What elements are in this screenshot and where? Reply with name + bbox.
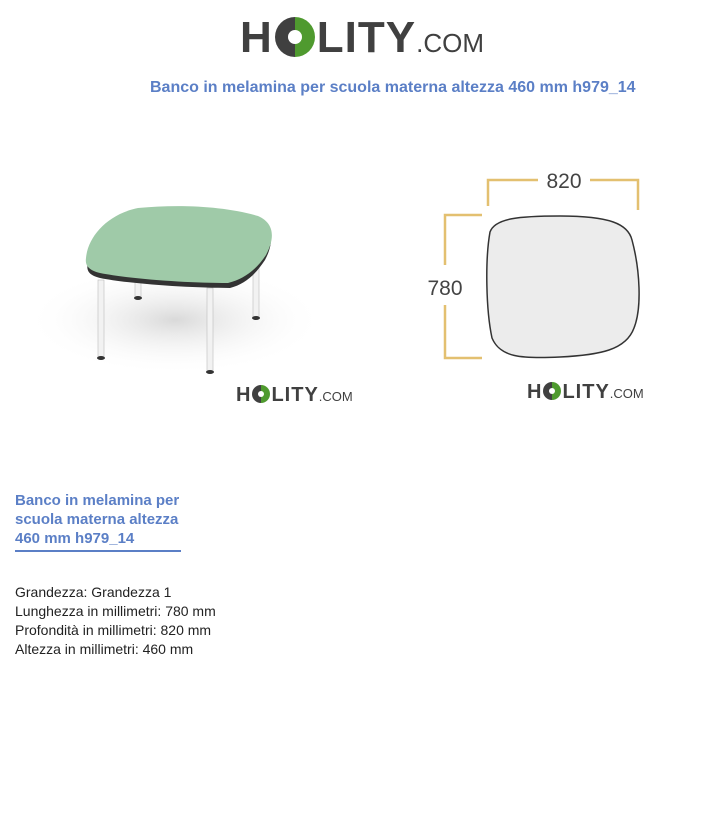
- logo-text-lity: LITY: [316, 13, 417, 62]
- width-dimension-line: [590, 180, 638, 210]
- product-title: Banco in melamina per scuola materna altezza 460 mm h979_14: [15, 491, 181, 552]
- table-outline: [487, 216, 639, 358]
- spec-label: Profondità in millimetri: [15, 622, 153, 638]
- width-label: 820: [546, 170, 582, 193]
- holity-logo-small: [527, 380, 644, 403]
- logo-text-com: .COM: [318, 389, 353, 404]
- product-photo: [30, 180, 350, 380]
- table-leg: [207, 288, 213, 372]
- logo-text-h: H: [527, 381, 543, 403]
- spec-row-grandezza: Grandezza: Grandezza 1: [15, 584, 172, 600]
- spec-row-altezza: Altezza in millimetri: 460 mm: [15, 641, 194, 657]
- logo-text-com: .COM: [609, 386, 644, 401]
- leg-foot: [97, 356, 105, 360]
- width-dimension-line: [488, 180, 538, 206]
- logo-text-h: H: [236, 384, 252, 406]
- spec-value: 780 mm: [165, 603, 216, 619]
- spec-label: Altezza in millimetri: [15, 641, 135, 657]
- spec-value: Grandezza 1: [91, 584, 172, 600]
- leg-foot: [252, 316, 260, 320]
- holity-logo[interactable]: [240, 12, 484, 62]
- holity-logo-small: [236, 383, 353, 406]
- spec-label: Grandezza: [15, 584, 84, 600]
- logo-text-com: .COM: [416, 28, 484, 58]
- table-leg: [98, 280, 104, 358]
- product-specs: [15, 583, 216, 659]
- logo-o-icon: [543, 382, 561, 400]
- tabletop: [86, 206, 272, 283]
- depth-dimension-line: [445, 215, 482, 265]
- logo-o-icon: [252, 385, 270, 403]
- spec-value: 820 mm: [160, 622, 212, 638]
- logo-o-icon: [275, 17, 315, 57]
- dimension-drawing: [410, 160, 660, 370]
- depth-label: 780: [427, 277, 463, 300]
- spec-row-lunghezza: Lunghezza in millimetri: 780 mm: [15, 603, 216, 619]
- spec-row-profondita: Profondità in millimetri: 820 mm: [15, 622, 212, 638]
- logo-text-lity: LITY: [562, 381, 610, 403]
- logo-text-lity: LITY: [271, 384, 319, 406]
- spec-label: Lunghezza in millimetri: [15, 603, 158, 619]
- spec-value: 460 mm: [142, 641, 194, 657]
- leg-foot: [134, 296, 142, 300]
- logo-text-h: H: [240, 13, 273, 62]
- depth-dimension-line: [445, 305, 482, 358]
- leg-foot: [206, 370, 214, 374]
- page-title: Banco in melamina per scuola materna altezza 460 mm h979_14: [150, 79, 636, 96]
